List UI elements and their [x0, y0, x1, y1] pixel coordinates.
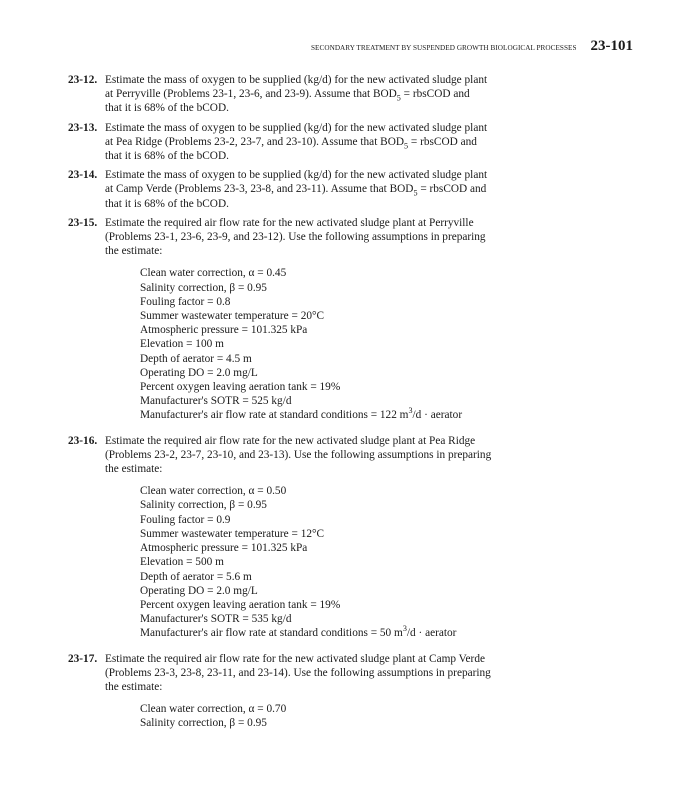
- assumption-item: Fouling factor = 0.9: [140, 513, 231, 526]
- problem-23-14: [68, 168, 538, 211]
- problem-number: 23-14.: [68, 169, 98, 182]
- problem-line: Estimate the required air flow rate for the new activated sludge plant at Camp Verde: [105, 652, 485, 665]
- assumption-item: Manufacturer's SOTR = 525 kg/d: [140, 395, 292, 408]
- problem-line: that it is 68% of the bCOD.: [105, 150, 229, 163]
- assumption-item: Operating DO = 2.0 mg/L: [140, 584, 258, 597]
- assumption-item: Salinity correction, β = 0.95: [140, 499, 267, 512]
- problem-number: 23-17.: [68, 652, 98, 665]
- assumption-item: Elevation = 100 m: [140, 338, 224, 351]
- problem-line: the estimate:: [105, 245, 163, 258]
- problem-line: the estimate:: [105, 463, 163, 476]
- assumption-item: Manufacturer's air flow rate at standard conditions = 122 $m^3/d$ · aerator: [140, 406, 463, 422]
- problem-body: [105, 434, 538, 647]
- problem-23-12: [68, 73, 538, 116]
- problem-23-15: [68, 216, 538, 429]
- assumption-item: Depth of aerator = 5.6 m: [140, 570, 252, 583]
- problem-line: Estimate the mass of oxygen to be supplied (kg/d) for the new activated sludge plant: [105, 74, 488, 86]
- problem-line: at Camp Verde (Problems 23-3, 23-8, and 23-11). Assume that $BOD_5$ = rbsCOD and: [105, 183, 487, 198]
- problem-23-13: [68, 121, 538, 164]
- assumption-item: Manufacturer's SOTR = 535 kg/d: [140, 613, 292, 626]
- assumption-list: [140, 484, 538, 640]
- problem-body: [105, 121, 538, 164]
- problem-line: (Problems 23-2, 23-7, 23-10, and 23-13). Use the following assumptions in preparing: [105, 448, 492, 461]
- problem-number: 23-12.: [68, 74, 98, 86]
- running-title: SECONDARY TREATMENT BY SUSPENDED GROWTH BIOLOGICAL PROCESSES: [311, 44, 577, 52]
- assumption-item: Depth of aerator = 4.5 m: [140, 352, 252, 365]
- problem-number: 23-16.: [68, 434, 98, 447]
- problem-23-17: [68, 652, 538, 737]
- problem-number: 23-13.: [68, 121, 98, 134]
- assumption-item: Clean water correction, α = 0.70: [140, 703, 287, 716]
- assumption-item: Manufacturer's air flow rate at standard conditions = 50 $m^3/d$ · aerator: [140, 624, 457, 640]
- assumption-item: Atmospheric pressure = 101.325 kPa: [140, 542, 308, 555]
- assumption-list: [140, 266, 538, 422]
- problem-23-16: [68, 434, 538, 647]
- assumption-item: Percent oxygen leaving aeration tank = 19%: [140, 381, 341, 394]
- assumption-item: Summer wastewater temperature = 20°C: [140, 310, 325, 323]
- problem-list: [68, 73, 538, 742]
- problem-line: Estimate the required air flow rate for the new activated sludge plant at Pea Ridge: [105, 434, 476, 447]
- assumption-item: Clean water correction, α = 0.50: [140, 485, 287, 498]
- assumption-item: Percent oxygen leaving aeration tank = 19%: [140, 598, 341, 611]
- problem-line: Estimate the required air flow rate for the new activated sludge plant at Perryville: [105, 216, 474, 229]
- assumption-list: [140, 702, 538, 730]
- problem-line: Estimate the mass of oxygen to be supplied (kg/d) for the new activated sludge plant: [105, 121, 488, 134]
- problem-line: the estimate:: [105, 680, 163, 693]
- problem-line: (Problems 23-1, 23-6, 23-9, and 23-12). Use the following assumptions in preparing: [105, 231, 486, 244]
- assumption-item: Elevation = 500 m: [140, 556, 224, 569]
- assumption-item: Fouling factor = 0.8: [140, 295, 231, 308]
- problem-body: [105, 168, 538, 211]
- problem-body: [105, 73, 538, 116]
- problem-line: Estimate the mass of oxygen to be supplied (kg/d) for the new activated sludge plant: [105, 169, 488, 182]
- assumption-item: Atmospheric pressure = 101.325 kPa: [140, 324, 308, 337]
- assumption-item: Summer wastewater temperature = 12°C: [140, 527, 325, 540]
- problem-line: at Perryville (Problems 23-1, 23-6, and 23-9). Assume that $BOD_5$ = rbsCOD and: [105, 88, 470, 103]
- assumption-item: Salinity correction, β = 0.95: [140, 717, 267, 730]
- problem-body: [105, 216, 538, 429]
- problem-body: [105, 652, 538, 737]
- assumption-item: Operating DO = 2.0 mg/L: [140, 366, 258, 379]
- page-number: 23-101: [590, 38, 633, 54]
- problem-number: 23-15.: [68, 216, 98, 229]
- problem-line: (Problems 23-3, 23-8, 23-11, and 23-14). Use the following assumptions in preparing: [105, 666, 491, 679]
- problem-line: that it is 68% of the bCOD.: [105, 102, 229, 115]
- assumption-item: Clean water correction, α = 0.45: [140, 267, 287, 280]
- running-head: [311, 38, 633, 55]
- problem-line: that it is 68% of the bCOD.: [105, 197, 229, 210]
- problem-line: at Pea Ridge (Problems 23-2, 23-7, and 23-10). Assume that $BOD_5$ = rbsCOD and: [105, 135, 477, 151]
- assumption-item: Salinity correction, β = 0.95: [140, 281, 267, 294]
